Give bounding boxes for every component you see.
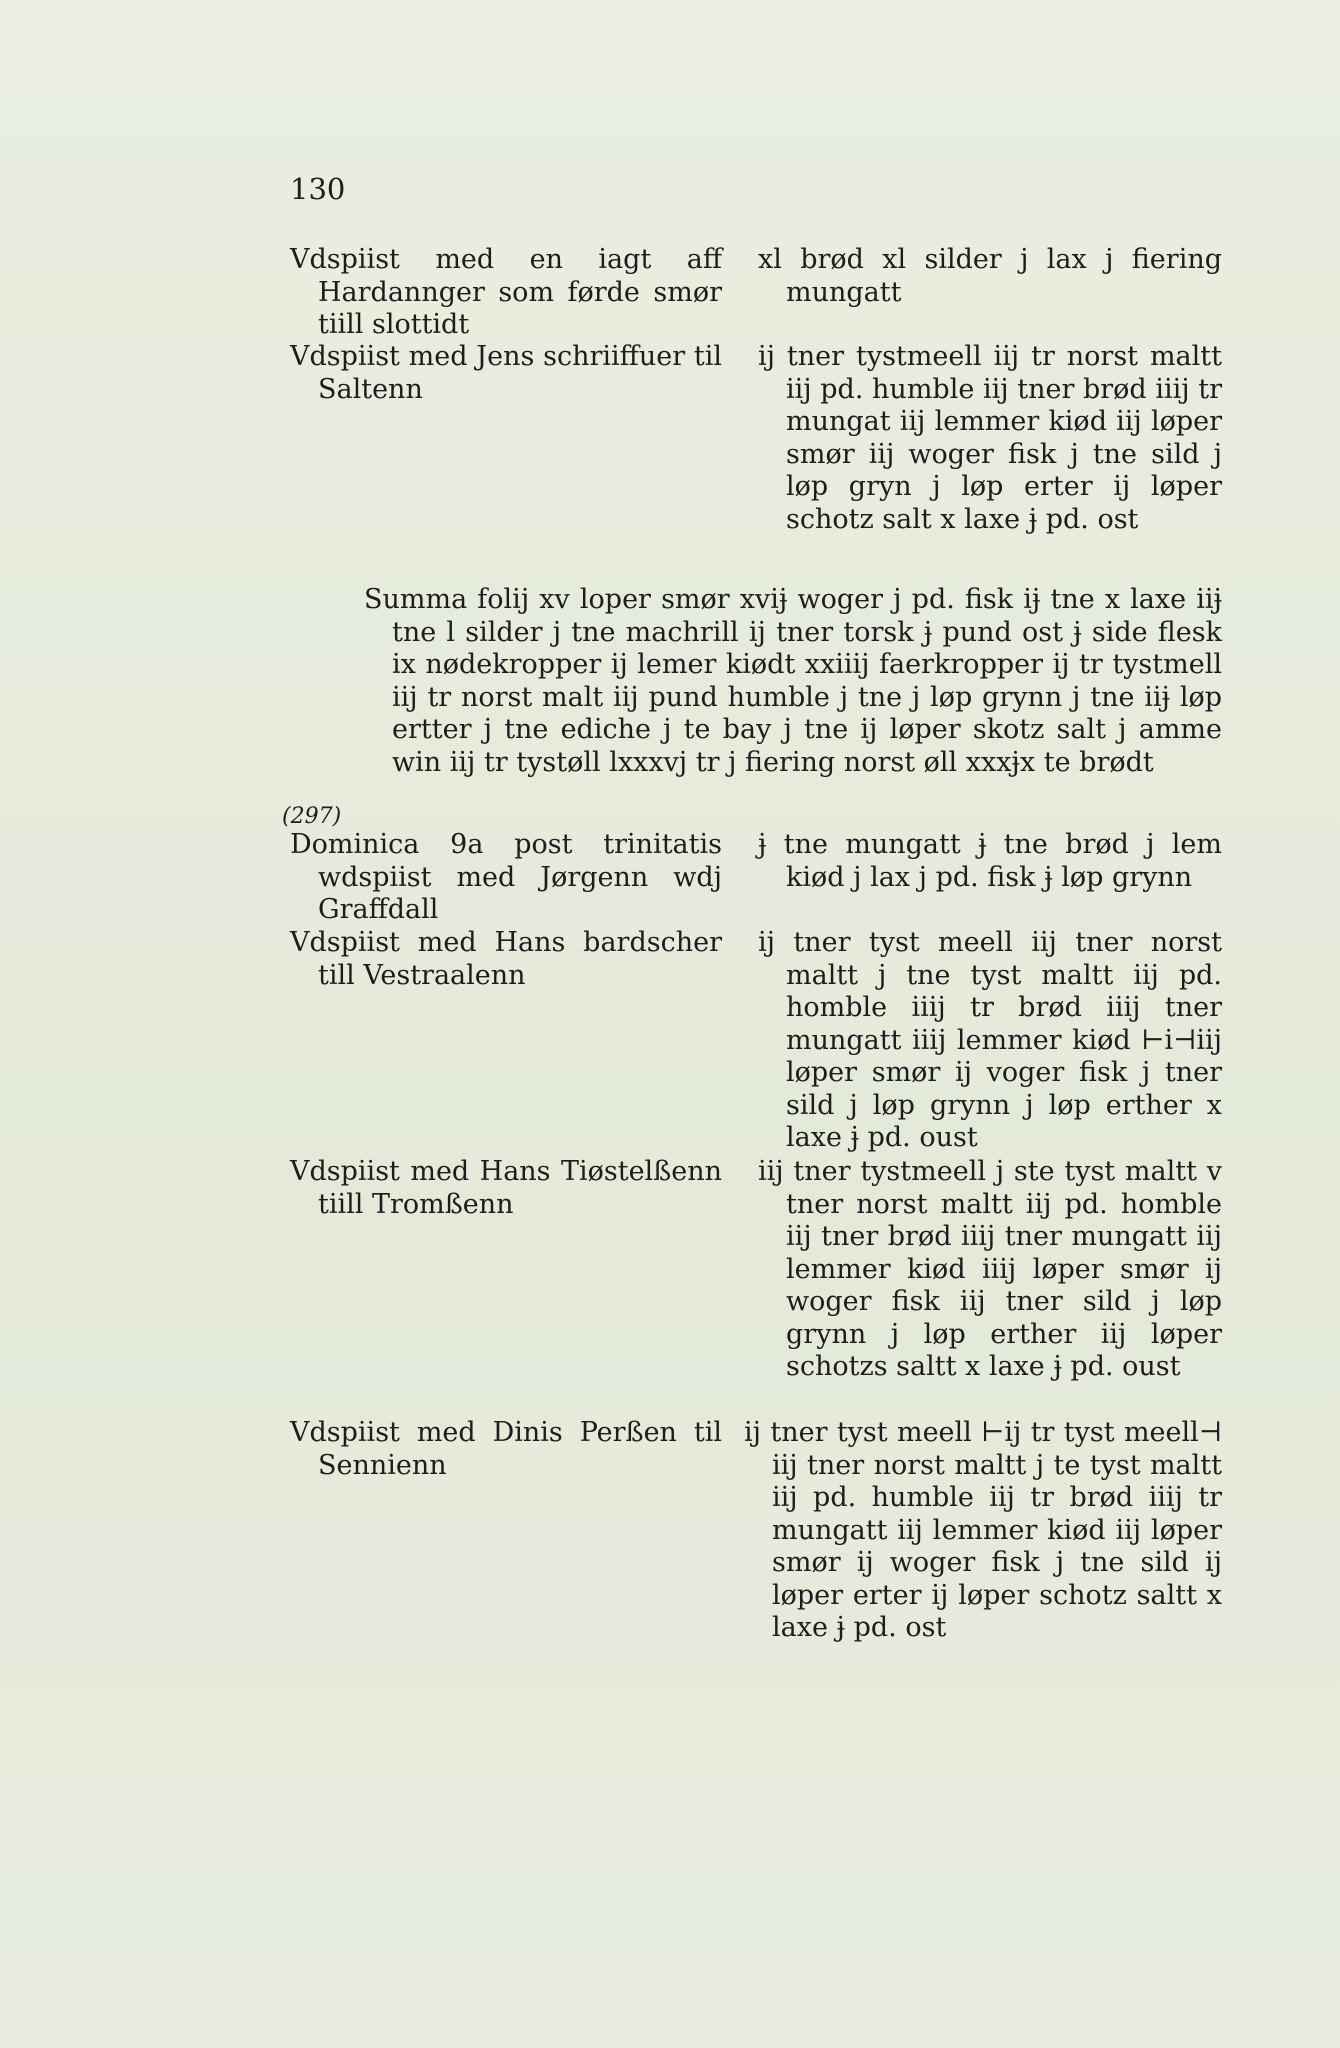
entry-1-description: Vdspiist med en iagt aff Hardannger som førde smør tiill slottidt — [290, 244, 722, 340]
entry-5-description: Vdspiist med Hans Tiøstelßenn tiill Tromßenn — [290, 1156, 722, 1220]
summa-paragraph: Summa folij xv loper smør xviɉ woger j pd. fisk iɉ tne x laxe iiɉ tne l silder j tne machrill ij tner torsk ɉ pund ost ɉ side flesk ix nødekropper ij lemer kiødt xxiiij faerkropper ij tr tystmell iij tr norst malt iij pund humble j tne j løp grynn j tne iiɉ løp ertter j tne ediche j te bay j tne ij løper skotz salt j amme win iij tr tystøll lxxxvj tr j fiering norst øll xxxɉx te brødt — [364, 584, 1222, 778]
entry-2-description: Vdspiist med Jens schriiffuer til Saltenn — [290, 341, 722, 405]
entry-2-provisions: ij tner tystmeell iij tr norst maltt iij pd. humble iij tner brød iiij tr mungat iij lemmer kiød iij løper smør iij woger fisk j tne sild j løp gryn j løp erter ij løper schotz salt x laxe ɉ pd. ost — [758, 341, 1222, 535]
entry-3-description: Dominica 9a post trinitatis wdspiist med Jørgenn wdj Graffdall — [290, 829, 722, 925]
entry-3-provisions: ɉ tne mungatt ɉ tne brød j lem kiød j lax j pd. fisk ɉ løp grynn — [758, 829, 1222, 893]
page-number: 130 — [290, 172, 346, 206]
entry-4-description: Vdspiist med Hans bardscher till Vestraalenn — [290, 927, 722, 991]
entry-4-provisions: ij tner tyst meell iij tner norst maltt j tne tyst maltt iij pd. homble iiij tr brød iiij tner mungatt iiij lemmer kiød ⊢i⊣iij løper smør ij voger fisk j tner sild j løp grynn j løp erther x laxe ɉ pd. oust — [758, 927, 1222, 1153]
margin-note: (297) — [282, 804, 342, 829]
entry-6-description: Vdspiist med Dinis Perßen til Sennienn — [290, 1417, 722, 1481]
entry-1-provisions: xl brød xl silder j lax j fiering mungatt — [758, 244, 1222, 308]
entry-6-provisions: ij tner tyst meell ⊢ij tr tyst meell⊣ iij tner norst maltt j te tyst maltt iij pd. humble iij tr brød iiij tr mungatt iij lemmer kiød iij løper smør ij woger fisk j tne sild ij løper erter ij løper schotz saltt x laxe ɉ pd. ost — [744, 1417, 1222, 1643]
entry-5-provisions: iij tner tystmeell j ste tyst maltt v tner norst maltt iij pd. homble iij tner brød iiij tner mungatt iij lemmer kiød iiij løper smør ij woger fisk iij tner sild j løp grynn j løp erther iij løper schotzs saltt x laxe ɉ pd. oust — [758, 1156, 1222, 1382]
